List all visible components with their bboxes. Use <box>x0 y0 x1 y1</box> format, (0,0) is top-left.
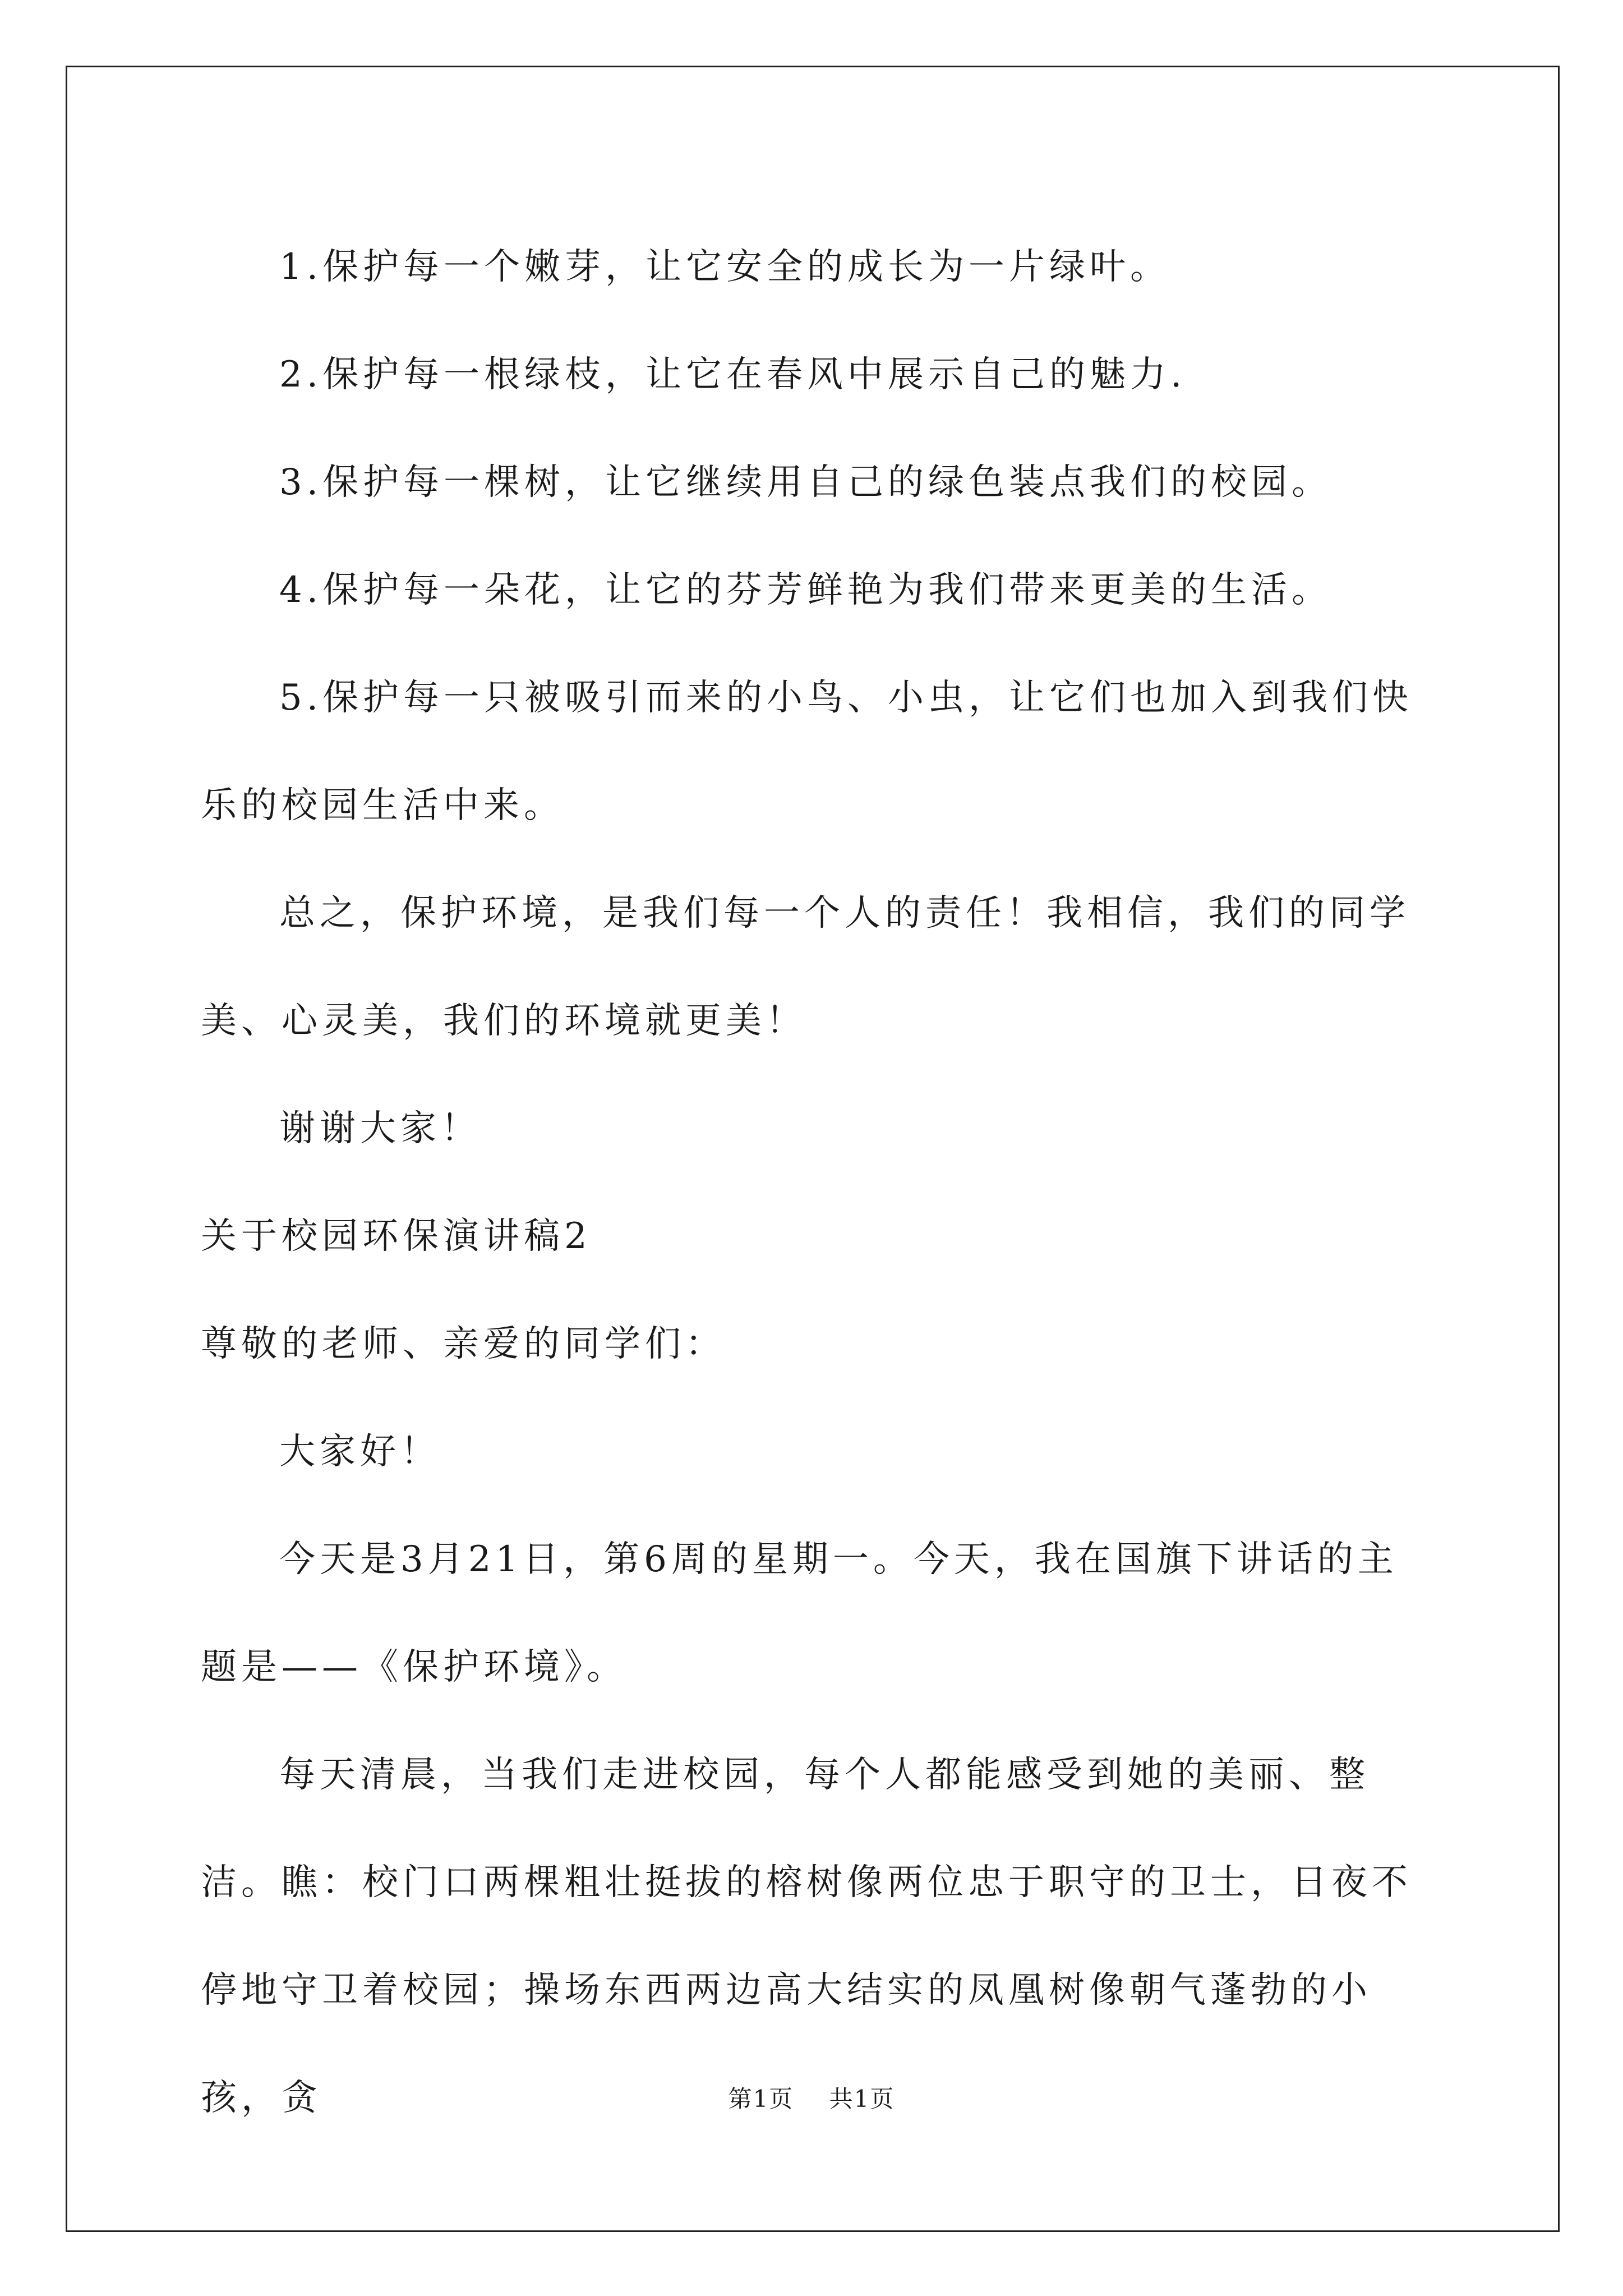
paragraph-item-1: 1.保护每一个嫩芽，让它安全的成长为一片绿叶。 <box>279 246 1171 288</box>
section-title: 关于校园环保演讲稿2 <box>201 1216 592 1257</box>
paragraph-topic: 今天是3月21日，第6周的星期一。今天，我在国旗下讲话的主题是——《保护环境》。 <box>201 1539 1398 1688</box>
page-number-current: 第1页 <box>728 2085 794 2113</box>
paragraph-item-5: 5.保护每一只被吸引而来的小鸟、小虫，让它们也加入到我们快乐的校园生活中来。 <box>201 677 1413 826</box>
greeting: 大家好！ <box>279 1431 441 1473</box>
paragraph-item-4: 4.保护每一朵花，让它的芬芳鲜艳为我们带来更美的生活。 <box>279 569 1332 611</box>
salutation: 尊敬的老师、亲爱的同学们： <box>201 1323 726 1365</box>
paragraph-item-2: 2.保护每一根绿枝，让它在春风中展示自己的魅力. <box>279 354 1187 395</box>
paragraph-thanks: 谢谢大家！ <box>279 1108 481 1149</box>
document-body <box>201 213 1429 2152</box>
paragraph-morning: 每天清晨，当我们走进校园，每个人都能感受到她的美丽、整洁。瞧：校门口两棵粗壮挺拔的榕树像两位忠于职守的卫士，日夜不停地守卫着校园；操场东西两边高大结实的凤凰树像朝气蓬勃的小孩，贪 <box>201 1754 1412 2119</box>
page-footer <box>0 2082 1623 2116</box>
paragraph-item-3: 3.保护每一棵树，让它继续用自己的绿色装点我们的校园。 <box>279 462 1332 503</box>
paragraph-conclusion: 总之，保护环境，是我们每一个人的责任！我相信，我们的同学美、心灵美，我们的环境就更美！ <box>201 892 1410 1042</box>
page-number-total: 共1页 <box>829 2085 895 2113</box>
